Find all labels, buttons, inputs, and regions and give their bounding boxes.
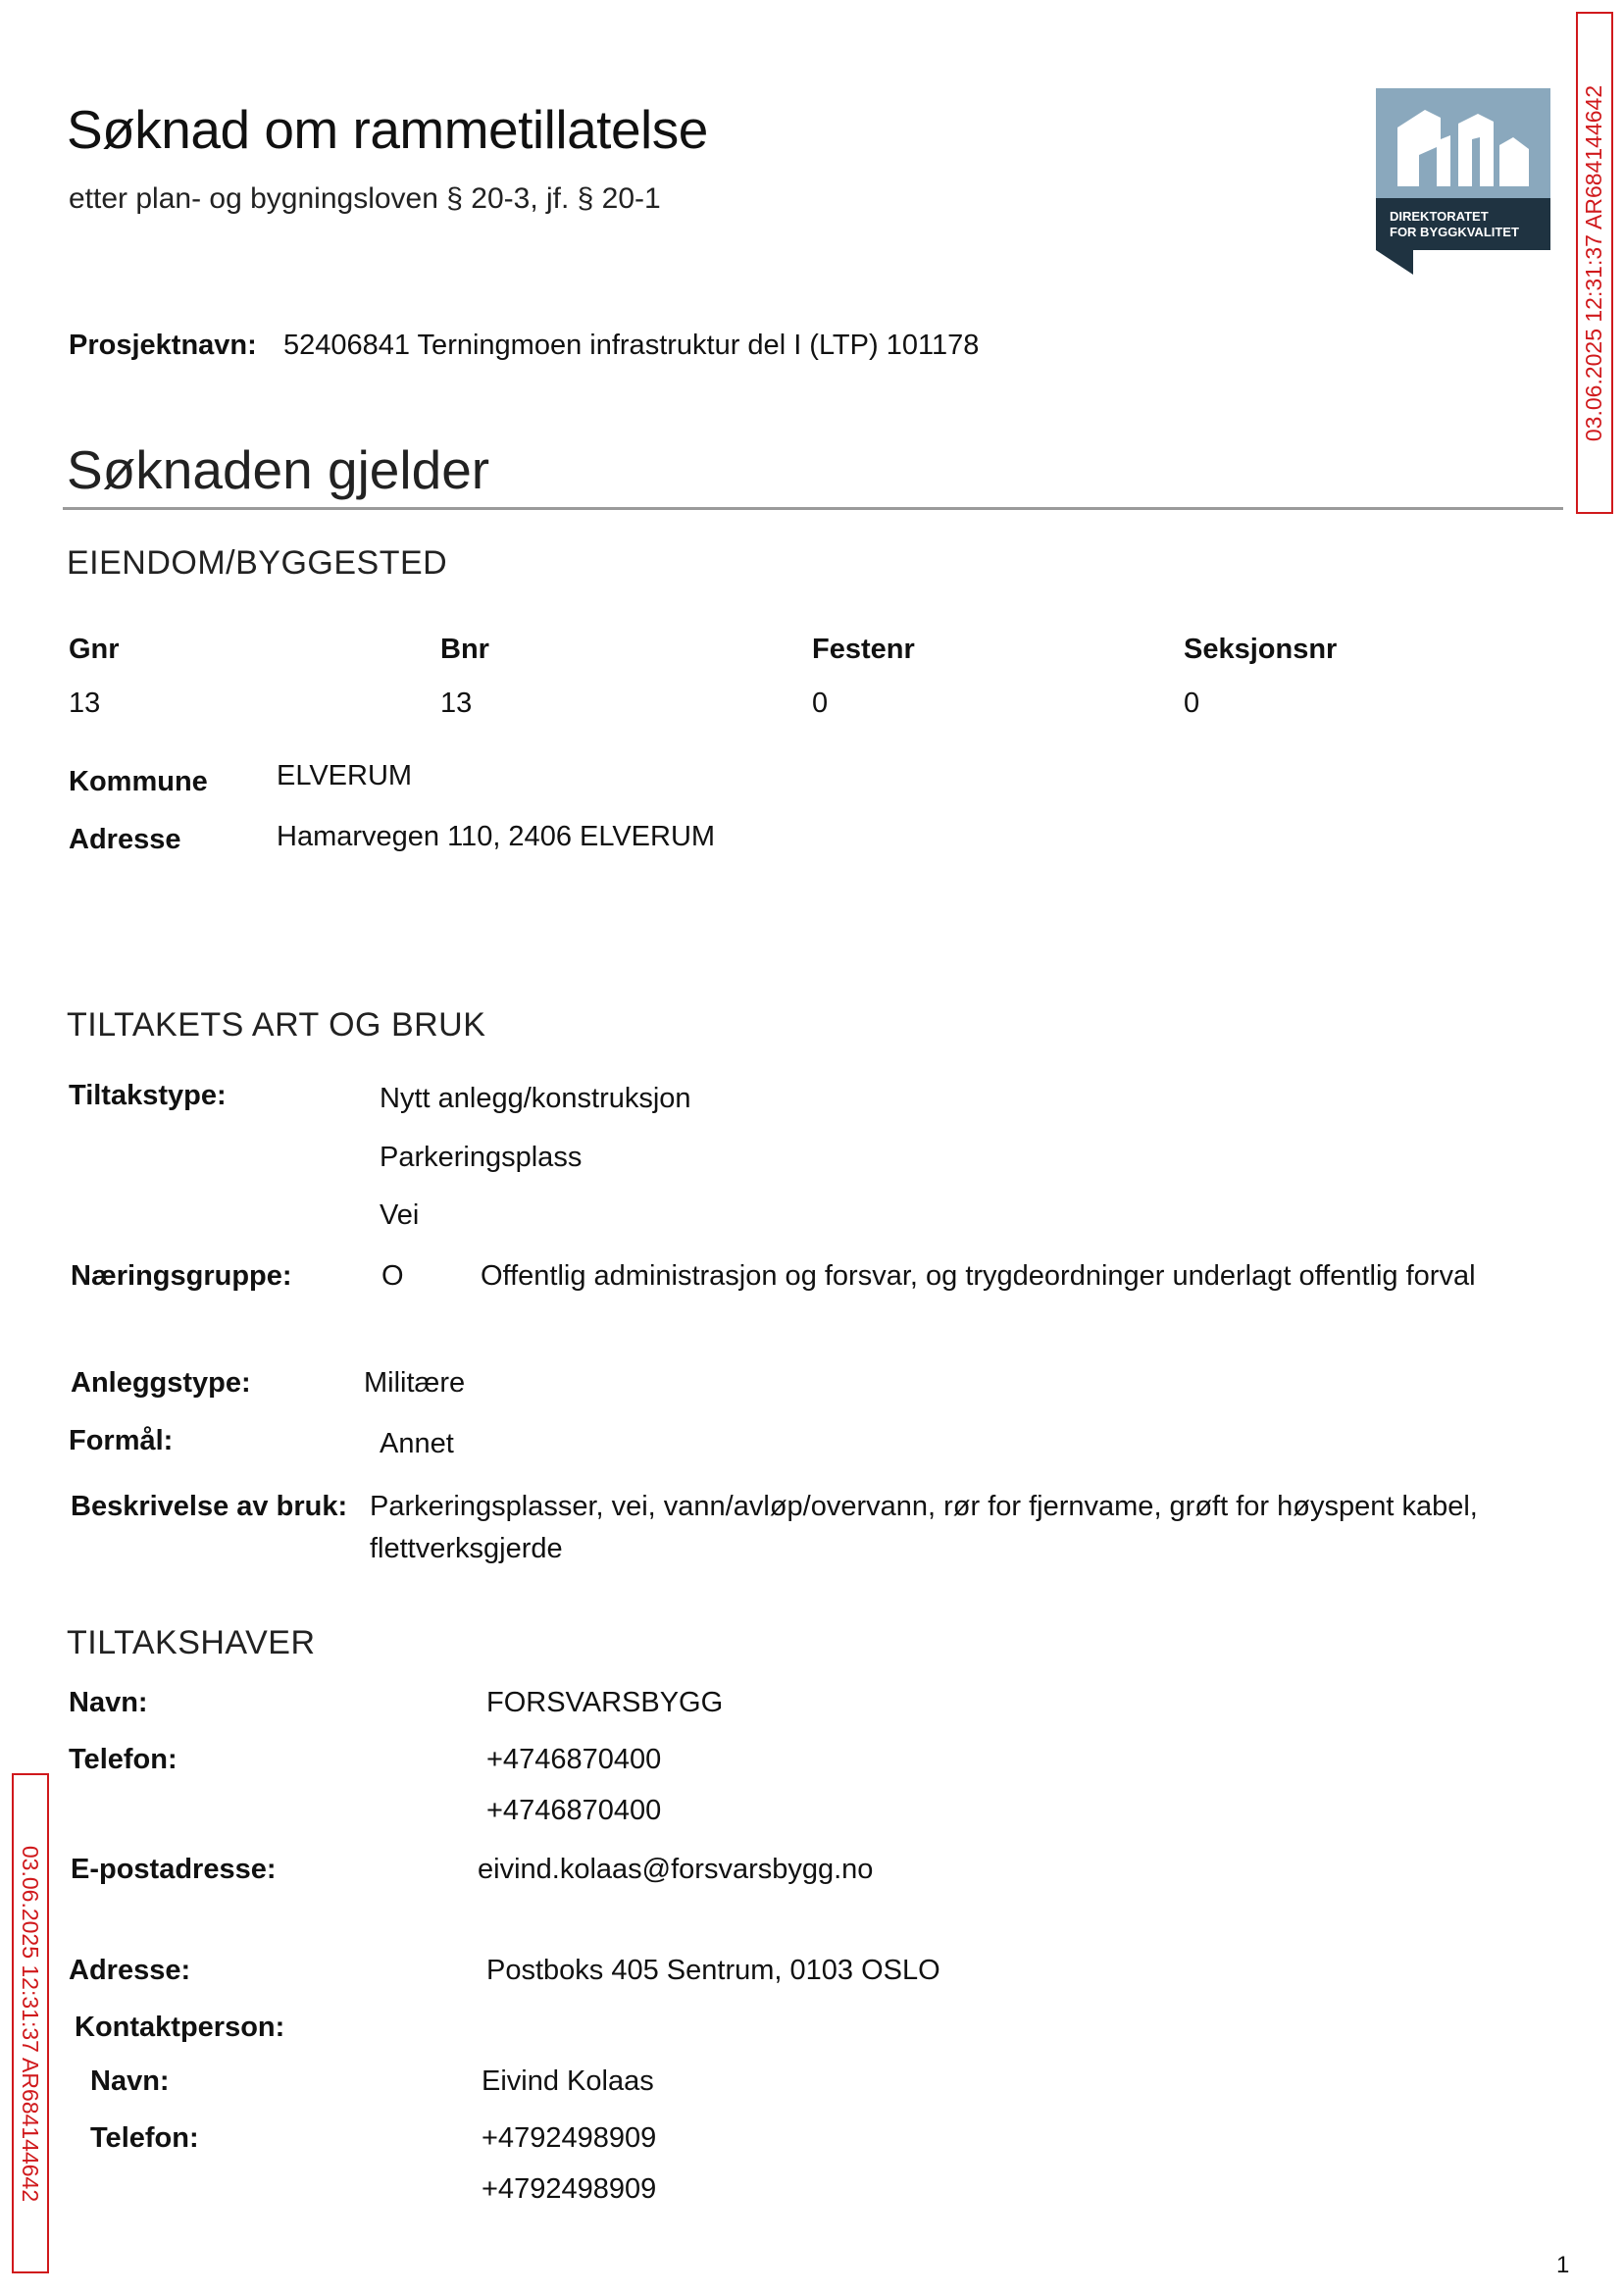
eiendom-heading: EIENDOM/BYGGESTED: [67, 544, 448, 582]
beskrivelse-line-2: flettverksgjerde: [370, 1533, 563, 1564]
tiltakshaver-epost-label: E-postadresse:: [71, 1854, 277, 1885]
naeringsgruppe-text: Offentlig administrasjon og forsvar, og trygdeordninger underlagt offentlig forval: [481, 1260, 1476, 1292]
tiltakshaver-heading: TILTAKSHAVER: [67, 1624, 316, 1661]
project-value: 52406841 Terningmoen infrastruktur del I (LTP) 101178: [283, 330, 980, 361]
festenr-value: 0: [812, 688, 829, 719]
timestamp-stamp-right: [1576, 12, 1613, 514]
section-title: Søknaden gjelder: [67, 439, 490, 500]
naeringsgruppe-code: O: [381, 1260, 404, 1292]
document-subtitle: etter plan- og bygningsloven § 20-3, jf. § 20-1: [69, 182, 661, 215]
tiltakshaver-telefon-1: +4746870400: [486, 1744, 662, 1775]
seksjonsnr-label: Seksjonsnr: [1184, 634, 1338, 665]
naeringsgruppe-label: Næringsgruppe:: [71, 1260, 292, 1292]
buildings-logo-icon: [1376, 88, 1550, 275]
stamp-text: 03.06.2025 12:31:37 AR684144642: [18, 1845, 44, 2202]
bnr-label: Bnr: [440, 634, 489, 665]
project-label: Prosjektnavn:: [69, 330, 257, 361]
formal-label: Formål:: [69, 1425, 174, 1456]
anleggstype-value: Militære: [364, 1367, 466, 1399]
kontakt-navn: Eivind Kolaas: [482, 2065, 654, 2097]
tiltakstype-item: Vei: [380, 1199, 420, 1231]
timestamp-stamp-left: [12, 1773, 49, 2273]
kontakt-telefon-label: Telefon:: [90, 2122, 199, 2154]
beskrivelse-line-1: Parkeringsplasser, vei, vann/avløp/overvann, rør for fjernvame, grøft for høyspent kabel,: [370, 1491, 1478, 1522]
logo-line1: DIREKTORATET: [1390, 209, 1489, 224]
adresse-value: Hamarvegen 110, 2406 ELVERUM: [277, 821, 716, 852]
gnr-label: Gnr: [69, 634, 120, 665]
tiltakstype-item: Parkeringsplass: [380, 1142, 583, 1173]
page-number: 1: [1556, 2252, 1570, 2278]
logo-line2: FOR BYGGKVALITET: [1390, 225, 1519, 239]
kontakt-telefon-2: +4792498909: [482, 2173, 657, 2205]
stamp-text: 03.06.2025 12:31:37 AR684144642: [1581, 84, 1607, 441]
kommune-value: ELVERUM: [277, 760, 413, 791]
festenr-label: Festenr: [812, 634, 915, 665]
gnr-value: 13: [69, 688, 101, 719]
kontakt-navn-label: Navn:: [90, 2065, 170, 2097]
beskrivelse-label: Beskrivelse av bruk:: [71, 1491, 348, 1522]
tiltakshaver-navn-label: Navn:: [69, 1687, 148, 1718]
kommune-label: Kommune: [69, 766, 208, 797]
tiltakshaver-adresse: Postboks 405 Sentrum, 0103 OSLO: [486, 1955, 940, 1986]
document-title: Søknad om rammetillatelse: [67, 99, 708, 160]
seksjonsnr-value: 0: [1184, 688, 1200, 719]
tiltak-heading: TILTAKETS ART OG BRUK: [67, 1006, 486, 1044]
tiltakshaver-telefon-2: +4746870400: [486, 1795, 662, 1826]
tiltakshaver-navn: FORSVARSBYGG: [486, 1687, 724, 1718]
adresse-label: Adresse: [69, 824, 181, 855]
formal-value: Annet: [380, 1428, 454, 1459]
tiltakstype-item: Nytt anlegg/konstruksjon: [380, 1083, 691, 1114]
logo-tab: [1376, 250, 1413, 275]
bnr-value: 13: [440, 688, 473, 719]
tiltakshaver-telefon-label: Telefon:: [69, 1744, 178, 1775]
tiltakstype-label: Tiltakstype:: [69, 1080, 227, 1111]
section-divider: [63, 507, 1563, 510]
tiltakshaver-epost: eivind.kolaas@forsvarsbygg.no: [478, 1854, 874, 1885]
kontaktperson-label: Kontaktperson:: [75, 2012, 285, 2043]
kontakt-telefon-1: +4792498909: [482, 2122, 657, 2154]
dibk-logo: [1376, 88, 1550, 275]
tiltakshaver-adresse-label: Adresse:: [69, 1955, 191, 1986]
anleggstype-label: Anleggstype:: [71, 1367, 251, 1399]
